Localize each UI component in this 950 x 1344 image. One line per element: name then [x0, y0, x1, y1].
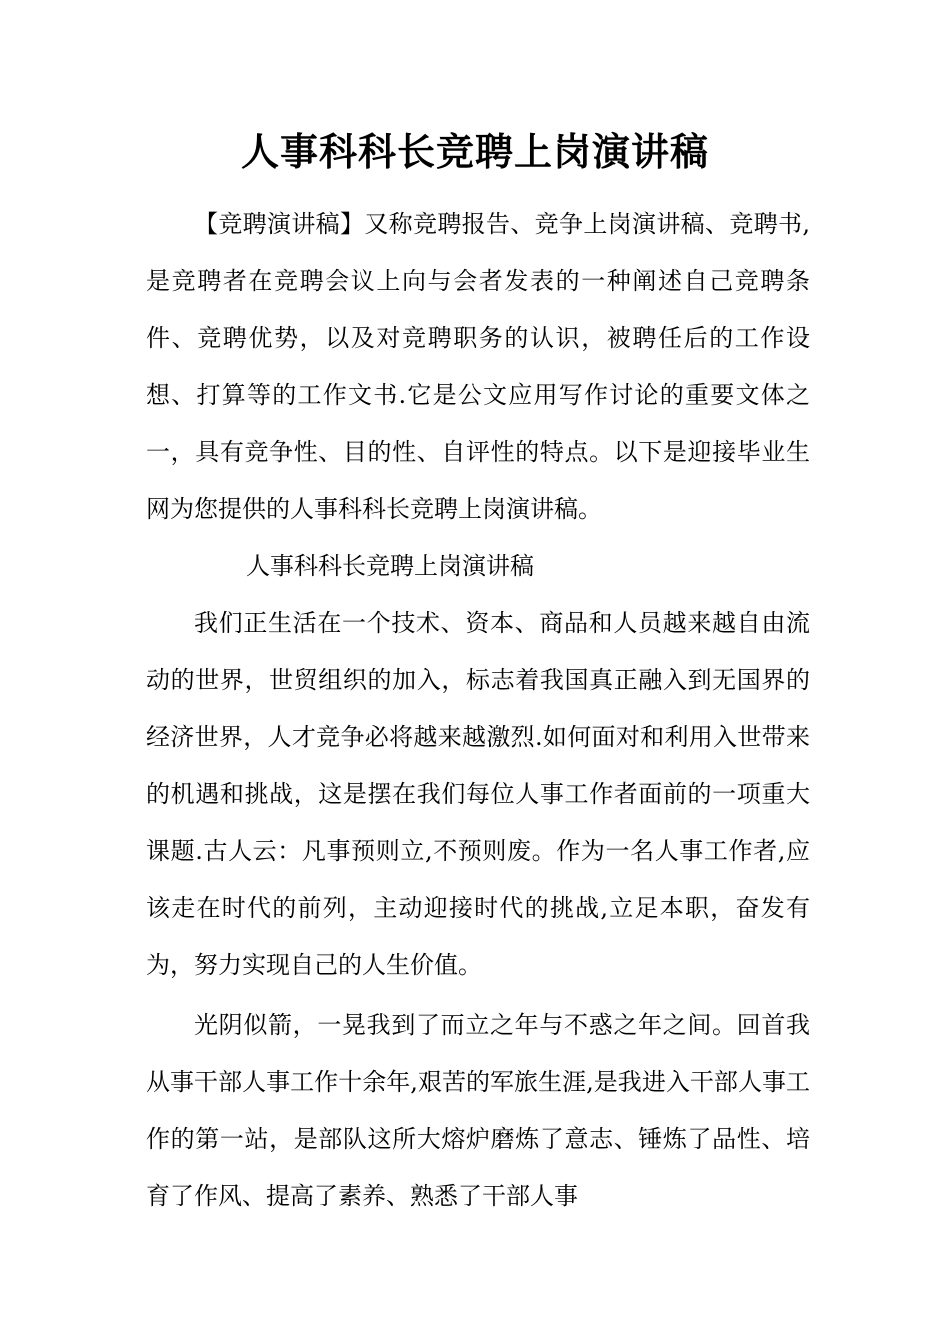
body-paragraph-1: 我们正生活在一个技术、资本、商品和人员越来越自由流动的世界，世贸组织的加入，标志着我国真正融入到无国界的经济世界，人才竞争必将越来越激烈.如何面对和利用入世带来的机遇和挑战，这是摆在我们每位人事工作者面前的一项重大课题.古人云：凡事预则立,不预则废。作为一名人事工作者,应该走在时代的前列，主动迎接时代的挑战,立足本职，奋发有为，努力实现自己的人生价值。: [146, 609, 810, 979]
document-title: 人事科科长竞聘上岗演讲稿: [240, 129, 709, 174]
section-subtitle: 人事科科长竞聘上岗演讲稿: [246, 552, 534, 580]
intro-paragraph: 【竞聘演讲稿】又称竞聘报告、竞争上岗演讲稿、竞聘书,是竞聘者在竞聘会议上向与会者发表的一种阐述自己竞聘条件、竞聘优势，以及对竞聘职务的认识，被聘任后的工作设想、打算等的工作文书.它是公文应用写作讨论的重要文体之一，具有竞争性、目的性、自评性的特点。以下是迎接毕业生网为您提供的人事科科长竞聘上岗演讲稿。: [146, 210, 810, 523]
body-paragraph-2: 光阴似箭，一晃我到了而立之年与不惑之年之间。回首我从事干部人事工作十余年,艰苦的军旅生涯,是我进入干部人事工作的第一站，是部队这所大熔炉磨炼了意志、锤炼了品性、培育了作风、提高了素养、熟悉了干部人事: [146, 1011, 810, 1210]
